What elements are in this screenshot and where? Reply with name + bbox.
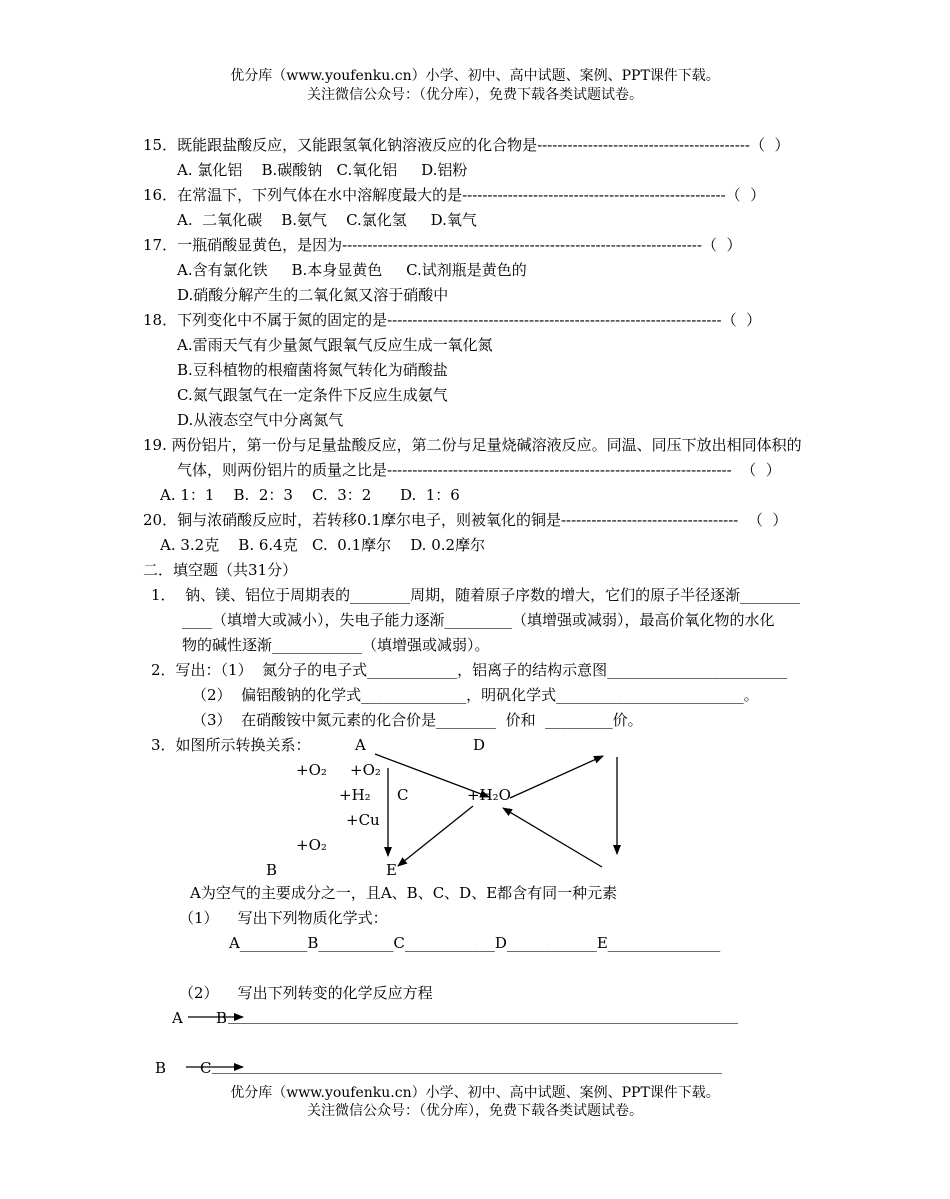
q19-stem-2: 气体，则两份铝片的质量之比是-------------------------------------------------------------------- （ ） — [177, 461, 781, 479]
header-line-2: 关注微信公众号：（优分库），免费下载各类试题试卷。 — [307, 87, 643, 103]
eq-blank-1: ____________________________________________________________________ — [228, 1006, 738, 1024]
q18-option-d: D.从液态空气中分离氮气 — [177, 411, 344, 429]
footer-line-2: 关注微信公众号：（优分库），免费下载各类试题试卷。 — [307, 1103, 643, 1119]
diagram-label-b: B — [266, 861, 278, 879]
arrow-h2o-to-e — [398, 806, 473, 866]
q18-option-c: C.氮气跟氢气在一定条件下反应生成氨气 — [177, 386, 448, 404]
q17-stem: 17．一瓶硝酸显黄色，是因为-----------------------------------------------------------------------（ ） — [143, 236, 742, 254]
q19-options: A. 1：1 B. 2：3 C. 3：2 D. 1：6 — [160, 486, 460, 504]
diagram-label-d: D — [473, 736, 486, 754]
q18-option-b: B.豆科植物的根瘤菌将氮气转化为硝酸盐 — [177, 361, 448, 379]
diagram-label-o2-c: +O₂ — [296, 836, 327, 854]
f3-part-1: （1） 写出下列物质化学式： — [179, 909, 388, 927]
q15-stem: 15．既能跟盐酸反应，又能跟氢氧化钠溶液反应的化合物是------------------------------------------（ ） — [143, 136, 790, 154]
f3-intro: 3．如图所示转换关系： — [151, 736, 311, 754]
f1-line-3: 物的碱性逐渐____________（填增强或减弱）。 — [182, 636, 490, 654]
q17-options-1: A.含有氯化铁 B.本身显黄色 C.试剂瓶是黄色的 — [177, 261, 527, 279]
q19-stem-1: 19. 两份铝片，第一份与足量盐酸反应，第二份与足量烧碱溶液反应。同温、同压下放出相同体积的 — [143, 436, 802, 454]
f3-note: A为空气的主要成分之一，且A、B、C、D、E都含有同一种元素 — [190, 884, 618, 902]
diagram-label-o2-a: +O₂ — [296, 761, 327, 779]
diagram-label-a: A — [355, 736, 366, 754]
eq-blank-2: ____________________________________________________________________ — [212, 1056, 722, 1074]
eq-label-b: B — [155, 1059, 167, 1077]
f3-part-2: （2） 写出下列转变的化学反应方程 — [179, 984, 433, 1002]
section2-title: 二．填空题（共31分） — [143, 561, 298, 579]
q18-option-a: A.雷雨天气有少量氮气跟氧气反应生成一氧化氮 — [177, 336, 493, 354]
diagram-label-c: C — [397, 786, 409, 804]
f1-line-2: ____（填增大或减小），失电子能力逐渐_________（填增强或减弱），最高价氧化物的水化 — [182, 611, 775, 629]
f2-line-2: （2） 偏铝酸钠的化学式______________，明矾化学式_________________________。 — [192, 686, 759, 704]
diagram-label-h2: +H₂ — [339, 786, 371, 804]
f2-line-1: 2．写出：（1） 氮分子的电子式____________，铝离子的结构示意图________________________ — [151, 661, 788, 679]
arrow-a-to-h2o — [375, 754, 489, 797]
eq-label-c-target: C — [200, 1059, 212, 1077]
header-line-1: 优分库（www.youfenku.cn）小学、初中、高中试题、案例、PPT课件下载。 — [230, 68, 720, 84]
eq-label-a: A — [172, 1009, 183, 1027]
f2-line-3: （3） 在硝酸铵中氮元素的化合价是________ 价和 _________价。 — [192, 711, 643, 729]
q16-stem: 16．在常温下，下列气体在水中溶解度最大的是----------------------------------------------------（ ） — [143, 186, 766, 204]
q20-options: A. 3.2克 B. 6.4克 C. 0.1摩尔 D. 0.2摩尔 — [160, 536, 486, 554]
diagram-label-cu: +Cu — [346, 811, 380, 829]
q20-stem: 20．铜与浓硝酸反应时，若转移0.1摩尔电子，则被氧化的铜是----------------------------------- （ ） — [143, 511, 788, 529]
q15-options: A. 氯化铝 B.碳酸钠 C.氧化铝 D.铝粉 — [177, 161, 468, 179]
q16-options: A. 二氧化碳 B.氨气 C.氯化氢 D.氧气 — [177, 211, 477, 229]
arrow-to-d — [510, 756, 603, 798]
diagram-label-h2o: +H₂O — [467, 786, 511, 804]
q18-stem: 18．下列变化中不属于氮的固定的是------------------------------------------------------------------（ ） — [143, 311, 762, 329]
q17-options-2: D.硝酸分解产生的二氧化氮又溶于硝酸中 — [177, 286, 449, 304]
diagram-label-e: E — [386, 861, 397, 879]
footer-line-1: 优分库（www.youfenku.cn）小学、初中、高中试题、案例、PPT课件下载。 — [230, 1085, 720, 1101]
diagram-label-o2-b: +O₂ — [350, 761, 381, 779]
f3-formula-blanks: A_________B__________C____________D____________E_______________ — [229, 934, 721, 952]
eq-label-b-target: B — [216, 1009, 228, 1027]
arrow-up-to-h2o — [503, 808, 602, 867]
f1-line-1: 1． 钠、镁、铝位于周期表的________周期，随着原子序数的增大，它们的原子半径逐渐________ — [151, 586, 801, 604]
